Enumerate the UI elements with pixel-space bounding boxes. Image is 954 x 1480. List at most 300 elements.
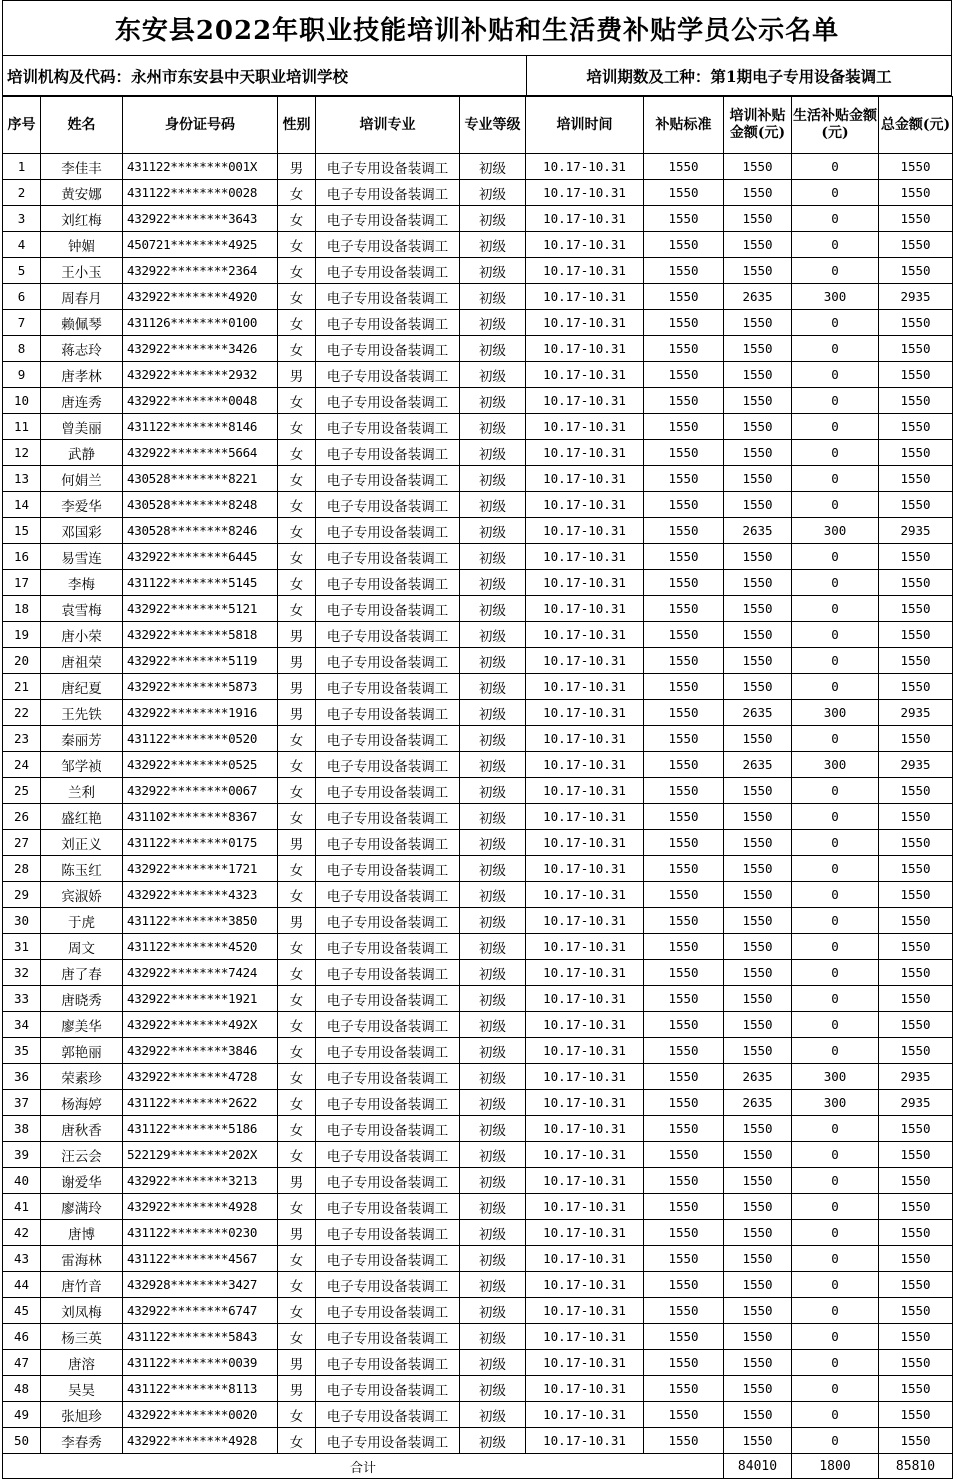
cell-level: 初级 bbox=[460, 310, 526, 336]
total-grand-amount: 85810 bbox=[879, 1454, 953, 1479]
cell-total-amount: 1550 bbox=[879, 882, 953, 908]
cell-major: 电子专用设备装调工 bbox=[316, 700, 460, 726]
cell-gender: 男 bbox=[278, 622, 316, 648]
cell-gender: 女 bbox=[278, 1428, 316, 1454]
institution-label: 培训机构及代码：永州市东安县中天职业培训学校 bbox=[3, 56, 527, 95]
cell-total-amount: 1550 bbox=[879, 726, 953, 752]
cell-id-number: 432928********3427 bbox=[123, 1272, 278, 1298]
table-row bbox=[3, 1324, 953, 1350]
cell-period: 10.17-10.31 bbox=[526, 1376, 644, 1402]
cell-living-amount: 0 bbox=[792, 362, 879, 388]
cell-level: 初级 bbox=[460, 440, 526, 466]
cell-seq: 16 bbox=[3, 544, 41, 570]
cell-gender: 女 bbox=[278, 544, 316, 570]
cell-id-number: 431126********0100 bbox=[123, 310, 278, 336]
cell-seq: 19 bbox=[3, 622, 41, 648]
cell-seq: 25 bbox=[3, 778, 41, 804]
cell-standard: 1550 bbox=[644, 726, 724, 752]
cell-id-number: 432922********0525 bbox=[123, 752, 278, 778]
cell-total-amount: 2935 bbox=[879, 752, 953, 778]
table-row bbox=[3, 1038, 953, 1064]
cell-standard: 1550 bbox=[644, 440, 724, 466]
cell-level: 初级 bbox=[460, 570, 526, 596]
cell-id-number: 431122********8113 bbox=[123, 1376, 278, 1402]
cell-total-amount: 1550 bbox=[879, 232, 953, 258]
cell-major: 电子专用设备装调工 bbox=[316, 674, 460, 700]
cell-level: 初级 bbox=[460, 856, 526, 882]
cell-name: 杨海婷 bbox=[41, 1090, 123, 1116]
cell-total-amount: 1550 bbox=[879, 622, 953, 648]
cell-seq: 44 bbox=[3, 1272, 41, 1298]
cell-living-amount: 0 bbox=[792, 1220, 879, 1246]
cell-standard: 1550 bbox=[644, 1428, 724, 1454]
cell-seq: 37 bbox=[3, 1090, 41, 1116]
cell-seq: 46 bbox=[3, 1324, 41, 1350]
cell-training-amount: 1550 bbox=[724, 414, 792, 440]
cell-major: 电子专用设备装调工 bbox=[316, 180, 460, 206]
cell-living-amount: 0 bbox=[792, 856, 879, 882]
cell-level: 初级 bbox=[460, 1090, 526, 1116]
cell-name: 王小玉 bbox=[41, 258, 123, 284]
cell-seq: 43 bbox=[3, 1246, 41, 1272]
cell-level: 初级 bbox=[460, 752, 526, 778]
table-row bbox=[3, 908, 953, 934]
cell-gender: 女 bbox=[278, 518, 316, 544]
cell-training-amount: 1550 bbox=[724, 596, 792, 622]
cell-training-amount: 1550 bbox=[724, 1194, 792, 1220]
cell-standard: 1550 bbox=[644, 362, 724, 388]
cell-standard: 1550 bbox=[644, 622, 724, 648]
cell-total-amount: 1550 bbox=[879, 154, 953, 180]
cell-total-amount: 1550 bbox=[879, 1194, 953, 1220]
cell-training-amount: 1550 bbox=[724, 206, 792, 232]
cell-major: 电子专用设备装调工 bbox=[316, 1220, 460, 1246]
cell-level: 初级 bbox=[460, 1376, 526, 1402]
cell-id-number: 432922********2932 bbox=[123, 362, 278, 388]
cell-id-number: 431122********0230 bbox=[123, 1220, 278, 1246]
cell-id-number: 430528********8248 bbox=[123, 492, 278, 518]
cell-major: 电子专用设备装调工 bbox=[316, 310, 460, 336]
cell-seq: 42 bbox=[3, 1220, 41, 1246]
cell-seq: 50 bbox=[3, 1428, 41, 1454]
cell-training-amount: 1550 bbox=[724, 908, 792, 934]
cell-id-number: 432922********4928 bbox=[123, 1194, 278, 1220]
cell-major: 电子专用设备装调工 bbox=[316, 284, 460, 310]
cell-id-number: 432922********0020 bbox=[123, 1402, 278, 1428]
cell-gender: 女 bbox=[278, 388, 316, 414]
cell-gender: 女 bbox=[278, 1090, 316, 1116]
cell-period: 10.17-10.31 bbox=[526, 466, 644, 492]
cell-name: 易雪连 bbox=[41, 544, 123, 570]
cell-standard: 1550 bbox=[644, 1012, 724, 1038]
cell-gender: 男 bbox=[278, 674, 316, 700]
cell-gender: 女 bbox=[278, 1064, 316, 1090]
cell-total-amount: 1550 bbox=[879, 1012, 953, 1038]
cell-major: 电子专用设备装调工 bbox=[316, 544, 460, 570]
cell-total-amount: 1550 bbox=[879, 206, 953, 232]
cell-gender: 男 bbox=[278, 362, 316, 388]
cell-training-amount: 1550 bbox=[724, 1298, 792, 1324]
cell-id-number: 432922********3643 bbox=[123, 206, 278, 232]
cell-training-amount: 2635 bbox=[724, 1090, 792, 1116]
cell-standard: 1550 bbox=[644, 1194, 724, 1220]
cell-standard: 1550 bbox=[644, 700, 724, 726]
cell-seq: 48 bbox=[3, 1376, 41, 1402]
cell-living-amount: 0 bbox=[792, 336, 879, 362]
session-label: 培训期数及工种：第1期电子专用设备装调工 bbox=[586, 66, 892, 86]
cell-period: 10.17-10.31 bbox=[526, 882, 644, 908]
cell-seq: 30 bbox=[3, 908, 41, 934]
cell-id-number: 432922********3426 bbox=[123, 336, 278, 362]
table-row bbox=[3, 596, 953, 622]
cell-training-amount: 1550 bbox=[724, 960, 792, 986]
cell-living-amount: 0 bbox=[792, 570, 879, 596]
cell-name: 唐晓秀 bbox=[41, 986, 123, 1012]
cell-standard: 1550 bbox=[644, 544, 724, 570]
cell-gender: 男 bbox=[278, 648, 316, 674]
cell-living-amount: 0 bbox=[792, 1428, 879, 1454]
cell-major: 电子专用设备装调工 bbox=[316, 1272, 460, 1298]
table-row bbox=[3, 1298, 953, 1324]
cell-training-amount: 1550 bbox=[724, 830, 792, 856]
cell-name: 曾美丽 bbox=[41, 414, 123, 440]
cell-level: 初级 bbox=[460, 1064, 526, 1090]
cell-standard: 1550 bbox=[644, 570, 724, 596]
cell-total-amount: 1550 bbox=[879, 180, 953, 206]
cell-total-amount: 1550 bbox=[879, 1220, 953, 1246]
cell-name: 刘正义 bbox=[41, 830, 123, 856]
cell-id-number: 431122********0039 bbox=[123, 1350, 278, 1376]
table-row bbox=[3, 882, 953, 908]
cell-training-amount: 1550 bbox=[724, 1012, 792, 1038]
cell-standard: 1550 bbox=[644, 778, 724, 804]
table-row bbox=[3, 1090, 953, 1116]
cell-gender: 女 bbox=[278, 310, 316, 336]
cell-gender: 女 bbox=[278, 1272, 316, 1298]
cell-level: 初级 bbox=[460, 1350, 526, 1376]
cell-gender: 女 bbox=[278, 206, 316, 232]
cell-gender: 男 bbox=[278, 1376, 316, 1402]
cell-gender: 女 bbox=[278, 1246, 316, 1272]
table-row bbox=[3, 1142, 953, 1168]
cell-total-amount: 1550 bbox=[879, 1038, 953, 1064]
cell-id-number: 432922********0048 bbox=[123, 388, 278, 414]
cell-seq: 35 bbox=[3, 1038, 41, 1064]
cell-level: 初级 bbox=[460, 1272, 526, 1298]
cell-major: 电子专用设备装调工 bbox=[316, 778, 460, 804]
cell-period: 10.17-10.31 bbox=[526, 986, 644, 1012]
cell-name: 袁雪梅 bbox=[41, 596, 123, 622]
cell-seq: 13 bbox=[3, 466, 41, 492]
cell-gender: 女 bbox=[278, 1324, 316, 1350]
cell-seq: 8 bbox=[3, 336, 41, 362]
cell-id-number: 432922********5818 bbox=[123, 622, 278, 648]
cell-major: 电子专用设备装调工 bbox=[316, 362, 460, 388]
cell-living-amount: 0 bbox=[792, 1376, 879, 1402]
cell-level: 初级 bbox=[460, 180, 526, 206]
cell-id-number: 432922********6445 bbox=[123, 544, 278, 570]
cell-period: 10.17-10.31 bbox=[526, 830, 644, 856]
cell-living-amount: 0 bbox=[792, 440, 879, 466]
cell-seq: 28 bbox=[3, 856, 41, 882]
cell-gender: 女 bbox=[278, 752, 316, 778]
cell-id-number: 431122********001X bbox=[123, 154, 278, 180]
cell-major: 电子专用设备装调工 bbox=[316, 414, 460, 440]
cell-major: 电子专用设备装调工 bbox=[316, 1012, 460, 1038]
cell-total-amount: 1550 bbox=[879, 830, 953, 856]
cell-total-amount: 1550 bbox=[879, 388, 953, 414]
table-row bbox=[3, 700, 953, 726]
cell-training-amount: 1550 bbox=[724, 1272, 792, 1298]
cell-standard: 1550 bbox=[644, 180, 724, 206]
cell-level: 初级 bbox=[460, 960, 526, 986]
cell-period: 10.17-10.31 bbox=[526, 1012, 644, 1038]
cell-major: 电子专用设备装调工 bbox=[316, 856, 460, 882]
cell-period: 10.17-10.31 bbox=[526, 778, 644, 804]
cell-training-amount: 1550 bbox=[724, 362, 792, 388]
cell-total-amount: 2935 bbox=[879, 1064, 953, 1090]
table-row bbox=[3, 1272, 953, 1298]
cell-standard: 1550 bbox=[644, 414, 724, 440]
cell-seq: 23 bbox=[3, 726, 41, 752]
cell-id-number: 432922********7424 bbox=[123, 960, 278, 986]
cell-total-amount: 1550 bbox=[879, 1116, 953, 1142]
cell-living-amount: 0 bbox=[792, 1350, 879, 1376]
cell-seq: 31 bbox=[3, 934, 41, 960]
cell-major: 电子专用设备装调工 bbox=[316, 1428, 460, 1454]
table-row bbox=[3, 1350, 953, 1376]
cell-total-amount: 1550 bbox=[879, 804, 953, 830]
cell-total-amount: 1550 bbox=[879, 570, 953, 596]
cell-period: 10.17-10.31 bbox=[526, 1428, 644, 1454]
cell-standard: 1550 bbox=[644, 492, 724, 518]
cell-seq: 32 bbox=[3, 960, 41, 986]
cell-period: 10.17-10.31 bbox=[526, 258, 644, 284]
cell-standard: 1550 bbox=[644, 1116, 724, 1142]
cell-training-amount: 1550 bbox=[724, 1402, 792, 1428]
cell-training-amount: 1550 bbox=[724, 804, 792, 830]
cell-period: 10.17-10.31 bbox=[526, 492, 644, 518]
cell-major: 电子专用设备装调工 bbox=[316, 648, 460, 674]
cell-major: 电子专用设备装调工 bbox=[316, 726, 460, 752]
header-level: 专业等级 bbox=[460, 97, 526, 154]
table-row bbox=[3, 830, 953, 856]
cell-total-amount: 1550 bbox=[879, 258, 953, 284]
cell-major: 电子专用设备装调工 bbox=[316, 440, 460, 466]
header-gender: 性别 bbox=[278, 97, 316, 154]
cell-gender: 女 bbox=[278, 1116, 316, 1142]
cell-total-amount: 1550 bbox=[879, 1324, 953, 1350]
cell-major: 电子专用设备装调工 bbox=[316, 258, 460, 284]
header-living-amount: 生活补贴金额(元) bbox=[792, 97, 879, 154]
cell-standard: 1550 bbox=[644, 1272, 724, 1298]
header-seq: 序号 bbox=[3, 97, 41, 154]
cell-level: 初级 bbox=[460, 1038, 526, 1064]
table-row bbox=[3, 310, 953, 336]
cell-training-amount: 2635 bbox=[724, 700, 792, 726]
cell-gender: 女 bbox=[278, 960, 316, 986]
cell-seq: 36 bbox=[3, 1064, 41, 1090]
cell-standard: 1550 bbox=[644, 1090, 724, 1116]
cell-level: 初级 bbox=[460, 1402, 526, 1428]
cell-living-amount: 0 bbox=[792, 232, 879, 258]
cell-seq: 14 bbox=[3, 492, 41, 518]
cell-major: 电子专用设备装调工 bbox=[316, 232, 460, 258]
cell-training-amount: 1550 bbox=[724, 258, 792, 284]
cell-training-amount: 1550 bbox=[724, 388, 792, 414]
cell-major: 电子专用设备装调工 bbox=[316, 1402, 460, 1428]
cell-seq: 17 bbox=[3, 570, 41, 596]
cell-training-amount: 1550 bbox=[724, 1376, 792, 1402]
cell-name: 唐连秀 bbox=[41, 388, 123, 414]
table-row bbox=[3, 492, 953, 518]
table-row bbox=[3, 778, 953, 804]
total-living-amount: 1800 bbox=[792, 1454, 879, 1479]
table-row bbox=[3, 466, 953, 492]
cell-id-number: 432922********4920 bbox=[123, 284, 278, 310]
cell-living-amount: 0 bbox=[792, 960, 879, 986]
cell-name: 吴昊 bbox=[41, 1376, 123, 1402]
cell-training-amount: 2635 bbox=[724, 1064, 792, 1090]
cell-period: 10.17-10.31 bbox=[526, 1116, 644, 1142]
total-training-amount: 84010 bbox=[724, 1454, 792, 1479]
cell-period: 10.17-10.31 bbox=[526, 804, 644, 830]
cell-seq: 6 bbox=[3, 284, 41, 310]
header-period: 培训时间 bbox=[526, 97, 644, 154]
cell-gender: 女 bbox=[278, 986, 316, 1012]
cell-id-number: 431122********5843 bbox=[123, 1324, 278, 1350]
cell-training-amount: 1550 bbox=[724, 570, 792, 596]
table-row bbox=[3, 674, 953, 700]
cell-level: 初级 bbox=[460, 908, 526, 934]
cell-major: 电子专用设备装调工 bbox=[316, 336, 460, 362]
cell-gender: 女 bbox=[278, 1402, 316, 1428]
cell-total-amount: 1550 bbox=[879, 1428, 953, 1454]
cell-standard: 1550 bbox=[644, 154, 724, 180]
cell-major: 电子专用设备装调工 bbox=[316, 1350, 460, 1376]
cell-major: 电子专用设备装调工 bbox=[316, 986, 460, 1012]
cell-name: 蒋志玲 bbox=[41, 336, 123, 362]
cell-standard: 1550 bbox=[644, 934, 724, 960]
table-row bbox=[3, 648, 953, 674]
cell-level: 初级 bbox=[460, 648, 526, 674]
cell-major: 电子专用设备装调工 bbox=[316, 1064, 460, 1090]
cell-major: 电子专用设备装调工 bbox=[316, 1038, 460, 1064]
cell-id-number: 431122********4567 bbox=[123, 1246, 278, 1272]
cell-living-amount: 0 bbox=[792, 908, 879, 934]
table-row bbox=[3, 388, 953, 414]
cell-id-number: 432922********4323 bbox=[123, 882, 278, 908]
cell-standard: 1550 bbox=[644, 752, 724, 778]
cell-period: 10.17-10.31 bbox=[526, 1064, 644, 1090]
cell-level: 初级 bbox=[460, 804, 526, 830]
cell-id-number: 522129********202X bbox=[123, 1142, 278, 1168]
cell-level: 初级 bbox=[460, 1220, 526, 1246]
cell-total-amount: 1550 bbox=[879, 1402, 953, 1428]
cell-training-amount: 1550 bbox=[724, 986, 792, 1012]
cell-id-number: 431122********5145 bbox=[123, 570, 278, 596]
cell-level: 初级 bbox=[460, 882, 526, 908]
cell-training-amount: 1550 bbox=[724, 1324, 792, 1350]
cell-major: 电子专用设备装调工 bbox=[316, 1324, 460, 1350]
cell-gender: 女 bbox=[278, 258, 316, 284]
cell-id-number: 431122********4520 bbox=[123, 934, 278, 960]
cell-period: 10.17-10.31 bbox=[526, 544, 644, 570]
cell-period: 10.17-10.31 bbox=[526, 1272, 644, 1298]
cell-name: 赖佩琴 bbox=[41, 310, 123, 336]
cell-seq: 1 bbox=[3, 154, 41, 180]
cell-name: 何娟兰 bbox=[41, 466, 123, 492]
cell-major: 电子专用设备装调工 bbox=[316, 388, 460, 414]
cell-level: 初级 bbox=[460, 544, 526, 570]
cell-name: 廖满玲 bbox=[41, 1194, 123, 1220]
cell-gender: 男 bbox=[278, 908, 316, 934]
cell-total-amount: 1550 bbox=[879, 336, 953, 362]
cell-living-amount: 0 bbox=[792, 1194, 879, 1220]
cell-name: 兰利 bbox=[41, 778, 123, 804]
cell-living-amount: 300 bbox=[792, 752, 879, 778]
cell-name: 唐竹音 bbox=[41, 1272, 123, 1298]
cell-period: 10.17-10.31 bbox=[526, 206, 644, 232]
cell-major: 电子专用设备装调工 bbox=[316, 570, 460, 596]
table-row bbox=[3, 986, 953, 1012]
cell-gender: 女 bbox=[278, 778, 316, 804]
cell-gender: 女 bbox=[278, 466, 316, 492]
cell-period: 10.17-10.31 bbox=[526, 154, 644, 180]
cell-living-amount: 0 bbox=[792, 1402, 879, 1428]
cell-major: 电子专用设备装调工 bbox=[316, 206, 460, 232]
cell-standard: 1550 bbox=[644, 1324, 724, 1350]
cell-gender: 女 bbox=[278, 1012, 316, 1038]
cell-period: 10.17-10.31 bbox=[526, 414, 644, 440]
cell-gender: 女 bbox=[278, 492, 316, 518]
cell-training-amount: 1550 bbox=[724, 336, 792, 362]
cell-gender: 男 bbox=[278, 830, 316, 856]
cell-training-amount: 2635 bbox=[724, 518, 792, 544]
cell-seq: 29 bbox=[3, 882, 41, 908]
table-row bbox=[3, 570, 953, 596]
cell-name: 唐祖荣 bbox=[41, 648, 123, 674]
cell-training-amount: 1550 bbox=[724, 310, 792, 336]
cell-period: 10.17-10.31 bbox=[526, 362, 644, 388]
cell-period: 10.17-10.31 bbox=[526, 934, 644, 960]
header-id-number: 身份证号码 bbox=[123, 97, 278, 154]
cell-period: 10.17-10.31 bbox=[526, 1350, 644, 1376]
cell-id-number: 432922********3846 bbox=[123, 1038, 278, 1064]
cell-living-amount: 0 bbox=[792, 388, 879, 414]
cell-gender: 男 bbox=[278, 154, 316, 180]
cell-total-amount: 1550 bbox=[879, 648, 953, 674]
cell-standard: 1550 bbox=[644, 518, 724, 544]
cell-gender: 男 bbox=[278, 700, 316, 726]
cell-living-amount: 0 bbox=[792, 804, 879, 830]
cell-training-amount: 1550 bbox=[724, 856, 792, 882]
cell-level: 初级 bbox=[460, 726, 526, 752]
cell-total-amount: 1550 bbox=[879, 596, 953, 622]
cell-seq: 2 bbox=[3, 180, 41, 206]
cell-period: 10.17-10.31 bbox=[526, 1246, 644, 1272]
cell-period: 10.17-10.31 bbox=[526, 1194, 644, 1220]
cell-living-amount: 0 bbox=[792, 1116, 879, 1142]
cell-name: 邹学祯 bbox=[41, 752, 123, 778]
table-row bbox=[3, 518, 953, 544]
cell-standard: 1550 bbox=[644, 1350, 724, 1376]
cell-name: 杨三英 bbox=[41, 1324, 123, 1350]
cell-standard: 1550 bbox=[644, 1298, 724, 1324]
cell-total-amount: 1550 bbox=[879, 1350, 953, 1376]
cell-training-amount: 1550 bbox=[724, 1142, 792, 1168]
cell-name: 汪云会 bbox=[41, 1142, 123, 1168]
